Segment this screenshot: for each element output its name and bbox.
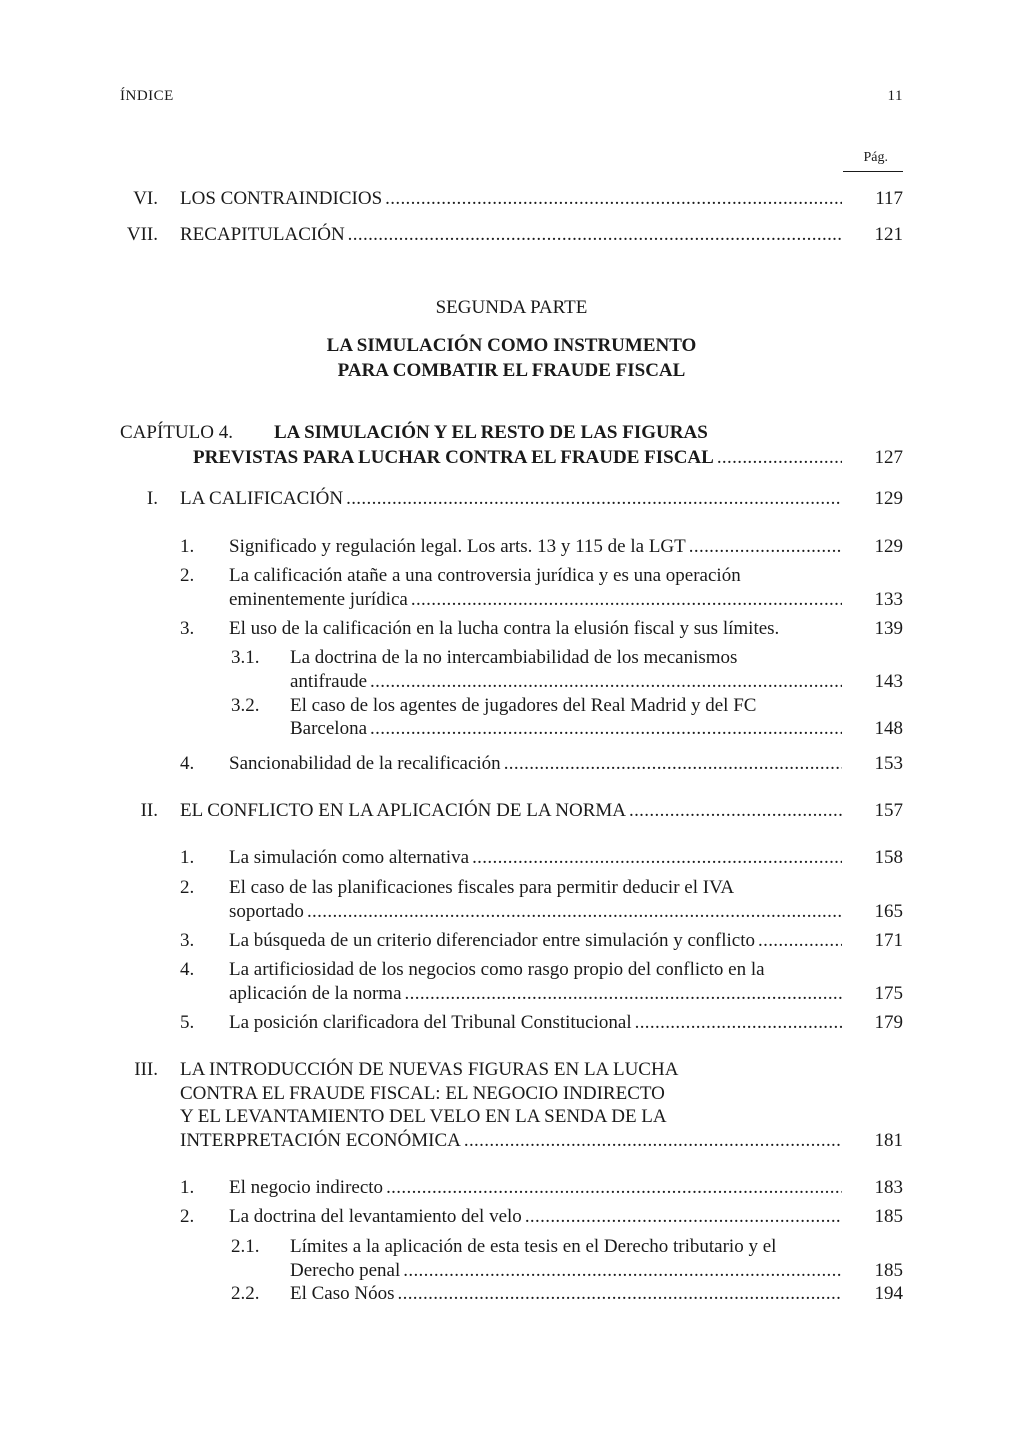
- entry-page: 143: [874, 671, 903, 692]
- entry-page: 179: [874, 1012, 903, 1033]
- entry-title-line-1: La calificación atañe a una controversia jurídica y es una operación: [229, 565, 741, 586]
- entry-title-line-4: INTERPRETACIÓN ECONÓMICA: [180, 1130, 461, 1151]
- chapter-title-line-1: LA SIMULACIÓN Y EL RESTO DE LAS FIGURAS: [274, 422, 708, 443]
- entry-title: La doctrina del levantamiento del velo: [229, 1206, 522, 1227]
- page-column-label: Pág.: [863, 150, 888, 165]
- toc-entry: [290, 717, 842, 741]
- toc-entry: [180, 1129, 842, 1153]
- entry-title: EL CONFLICTO EN LA APLICACIÓN DE LA NORMA: [180, 800, 626, 821]
- entry-title-line-1: El caso de las planificaciones fiscales para permitir deducir el IVA: [229, 877, 735, 898]
- entry-page: 165: [874, 901, 903, 922]
- toc-entry: [180, 223, 842, 247]
- entry-title-line-2: antifraude: [290, 671, 368, 692]
- entry-number: III.: [134, 1059, 158, 1080]
- entry-title: LA CALIFICACIÓN: [180, 488, 344, 509]
- entry-number: 3.: [180, 618, 195, 639]
- entry-title: RECAPITULACIÓN: [180, 224, 345, 245]
- entry-number: 2.2.: [231, 1283, 260, 1304]
- chapter-label: CAPÍTULO 4.: [120, 422, 233, 443]
- entry-number: 4.: [180, 753, 195, 774]
- toc-entry: [229, 846, 842, 870]
- entry-number: 2.1.: [231, 1236, 260, 1257]
- entry-title-line-2: CONTRA EL FRAUDE FISCAL: EL NEGOCIO INDIRECTO: [180, 1083, 665, 1104]
- entry-number: 3.: [180, 930, 195, 951]
- entry-title: LOS CONTRAINDICIOS: [180, 188, 383, 209]
- entry-title: Sancionabilidad de la recalificación: [229, 753, 501, 774]
- entry-title: El negocio indirecto: [229, 1177, 384, 1198]
- entry-page: 185: [874, 1206, 903, 1227]
- entry-title-line-1: El caso de los agentes de jugadores del Real Madrid y del FC: [290, 695, 757, 716]
- toc-entry: [229, 752, 842, 776]
- entry-page: 129: [874, 488, 903, 509]
- entry-page: 183: [874, 1177, 903, 1198]
- chapter-title-text: PREVISTAS PARA LUCHAR CONTRA EL FRAUDE FISCAL: [193, 447, 714, 468]
- toc-entry: [229, 929, 842, 953]
- entry-number: 4.: [180, 959, 195, 980]
- toc-entry: [180, 487, 842, 511]
- entry-page: 148: [874, 718, 903, 739]
- entry-title: La simulación como alternativa: [229, 847, 470, 868]
- entry-title-line-1: La doctrina de la no intercambiabilidad de los mecanismos: [290, 647, 738, 668]
- entry-title-line-2: aplicación de la norma: [229, 983, 402, 1004]
- entry-page: 185: [874, 1260, 903, 1281]
- toc-entry: [180, 187, 842, 211]
- toc-entry: [290, 670, 842, 694]
- entry-title: La búsqueda de un criterio diferenciador entre simulación y conflicto: [229, 930, 755, 951]
- entry-number: 1.: [180, 847, 195, 868]
- entry-page: 121: [874, 224, 903, 245]
- toc-entry: [290, 1259, 842, 1283]
- entry-page: 129: [874, 536, 903, 557]
- toc-entry: [229, 588, 842, 612]
- toc-entry: [229, 1176, 842, 1200]
- part-title-line-2: PARA COMBATIR EL FRAUDE FISCAL: [337, 360, 686, 381]
- entry-page: 153: [874, 753, 903, 774]
- entry-title-line-1: Límites a la aplicación de esta tesis en el Derecho tributario y el: [290, 1236, 777, 1257]
- part-title-line-1: LA SIMULACIÓN COMO INSTRUMENTO: [326, 335, 697, 356]
- entry-number: 5.: [180, 1012, 195, 1033]
- entry-number: II.: [140, 800, 158, 821]
- entry-page: 181: [874, 1130, 903, 1151]
- entry-number: I.: [146, 488, 158, 509]
- page-number: 11: [887, 88, 903, 104]
- entry-title-line-1: La artificiosidad de los negocios como rasgo propio del conflicto en la: [229, 959, 765, 980]
- entry-page: 158: [874, 847, 903, 868]
- entry-number: 2.: [180, 565, 195, 586]
- toc-entry: [229, 900, 842, 924]
- toc-entry: [229, 535, 842, 559]
- entry-number: 1.: [180, 1177, 195, 1198]
- entry-title: El uso de la calificación en la lucha contra la elusión fiscal y sus límites.: [229, 618, 780, 639]
- entry-title-line-2: Derecho penal: [290, 1260, 401, 1281]
- entry-number: 1.: [180, 536, 195, 557]
- toc-entry: [229, 982, 842, 1006]
- toc-entry: [290, 1282, 842, 1306]
- toc-entry: [229, 1205, 842, 1229]
- toc-entry: [229, 1011, 842, 1035]
- entry-number: 2.: [180, 877, 195, 898]
- entry-title: El Caso Nóos: [290, 1283, 395, 1304]
- toc-entry: [180, 799, 842, 823]
- running-header-title: ÍNDICE: [120, 88, 174, 104]
- entry-title: Significado y regulación legal. Los arts. 13 y 115 de la LGT: [229, 536, 686, 557]
- part-label: SEGUNDA PARTE: [435, 297, 588, 318]
- entry-number: 3.1.: [231, 647, 260, 668]
- entry-title-line-2: soportado: [229, 901, 304, 922]
- entry-page: 157: [874, 800, 903, 821]
- entry-page: 117: [875, 188, 903, 209]
- entry-title-line-2: eminentemente jurídica: [229, 589, 408, 610]
- entry-page: 139: [874, 618, 903, 639]
- entry-title-line-1: LA INTRODUCCIÓN DE NUEVAS FIGURAS EN LA LUCHA: [180, 1059, 679, 1080]
- entry-page: 171: [874, 930, 903, 951]
- entry-number: 3.2.: [231, 695, 260, 716]
- entry-title: La posición clarificadora del Tribunal Constitucional: [229, 1012, 632, 1033]
- entry-title-line-2: Barcelona: [290, 718, 368, 739]
- entry-number: 2.: [180, 1206, 195, 1227]
- entry-page: 194: [874, 1283, 903, 1304]
- entry-number: VI.: [133, 188, 158, 209]
- page-column-rule: [843, 171, 903, 172]
- chapter-page: 127: [874, 447, 903, 468]
- chapter-title-line-2: [193, 446, 842, 470]
- entry-number: VII.: [126, 224, 158, 245]
- entry-page: 175: [874, 983, 903, 1004]
- entry-page: 133: [874, 589, 903, 610]
- entry-title-line-3: Y EL LEVANTAMIENTO DEL VELO EN LA SENDA DE LA: [180, 1106, 667, 1127]
